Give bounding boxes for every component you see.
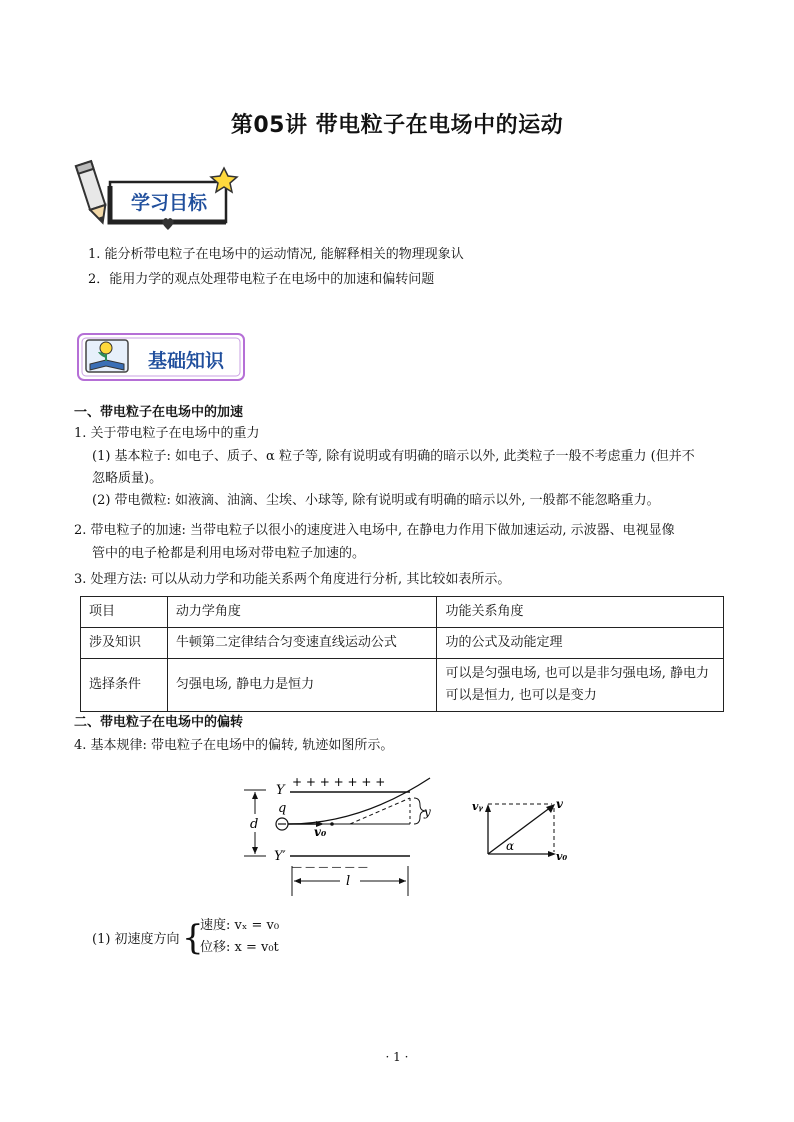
list-item: 4. 基本规律: 带电粒子在电场中的偏转, 轨迹如图所示。 (74, 738, 394, 753)
table-row (81, 659, 724, 712)
table-cell: 涉及知识 (81, 628, 168, 659)
brace: { (182, 918, 204, 958)
label-q: q (278, 801, 287, 816)
table-cell: 功能关系角度 (437, 597, 724, 628)
table-row (81, 628, 724, 659)
goal-badge (74, 156, 244, 236)
basics-badge (76, 330, 248, 388)
label-alpha: α (506, 839, 515, 853)
table-cell: 可以是匀强电场, 也可以是非匀强电场, 静电力可以是恒力, 也可以是变力 (437, 659, 724, 712)
label-d: d (250, 817, 259, 832)
plus-signs: + + + + + + + (292, 775, 386, 789)
list-item: 忽略质量)。 (92, 471, 163, 486)
table-cell: 牛顿第二定律结合匀变速直线运动公式 (167, 628, 437, 659)
list-item: 1. 关于带电粒子在电场中的重力 (74, 426, 260, 441)
label-vx: v₀ (556, 850, 568, 863)
page-number: · 1 · (385, 1050, 409, 1064)
deflection-diagram (240, 770, 440, 900)
minus-signs: — — — — — — (292, 862, 368, 873)
velocity-triangle (468, 794, 578, 868)
goal-badge-label: 学习目标 (130, 192, 207, 214)
list-item: (2) 带电微粒: 如液滴、油滴、尘埃、小球等, 除有说明或有明确的暗示以外, 一般都不能忽略重力。 (92, 493, 660, 508)
label-l: l (346, 874, 351, 889)
goal-item: 2．能用力学的观点处理带电粒子在电场中的加速和偏转问题 (88, 272, 435, 287)
table-cell: 匀强电场, 静电力是恒力 (167, 659, 437, 712)
table-cell: 动力学角度 (167, 597, 437, 628)
formula-line: 速度: vₓ = v₀ (200, 918, 280, 933)
list-item: 管中的电子枪都是利用电场对带电粒子加速的。 (92, 546, 366, 561)
list-item: (1) 基本粒子: 如电子、质子、α 粒子等, 除有说明或有明确的暗示以外, 此类粒子一般不考虑重力 (但并不 (92, 449, 695, 464)
list-item: 3. 处理方法: 可以从动力学和功能关系两个角度进行分析, 其比较如表所示。 (74, 572, 511, 587)
label-y: y (424, 805, 431, 819)
label-Y-prime: Y′ (274, 849, 286, 864)
list-item: 2. 带电粒子的加速: 当带电粒子以很小的速度进入电场中, 在静电力作用下做加速运动, 示波器、电视显像 (74, 523, 675, 538)
comparison-table (80, 596, 724, 712)
basics-badge-label: 基础知识 (147, 350, 224, 372)
table-cell: 功的公式及动能定理 (437, 628, 724, 659)
formula-prefix: (1) 初速度方向 (92, 932, 180, 947)
label-v: v (556, 797, 563, 811)
label-v0: v₀ (314, 825, 327, 839)
table-cell: 选择条件 (81, 659, 168, 712)
label-vy: vᵧ (472, 800, 483, 813)
label-Y: Y (276, 783, 285, 798)
table-row (81, 597, 724, 628)
table-cell: 项目 (81, 597, 168, 628)
section-heading: 二、带电粒子在电场中的偏转 (74, 715, 244, 730)
page-title: 第05讲 带电粒子在电场中的运动 (230, 113, 564, 138)
book-icon (86, 340, 128, 372)
goal-item: 1. 能分析带电粒子在电场中的运动情况, 能解释相关的物理现象认 (88, 247, 464, 262)
formula-line: 位移: x = v₀t (200, 940, 279, 955)
section-heading: 一、带电粒子在电场中的加速 (74, 405, 244, 420)
